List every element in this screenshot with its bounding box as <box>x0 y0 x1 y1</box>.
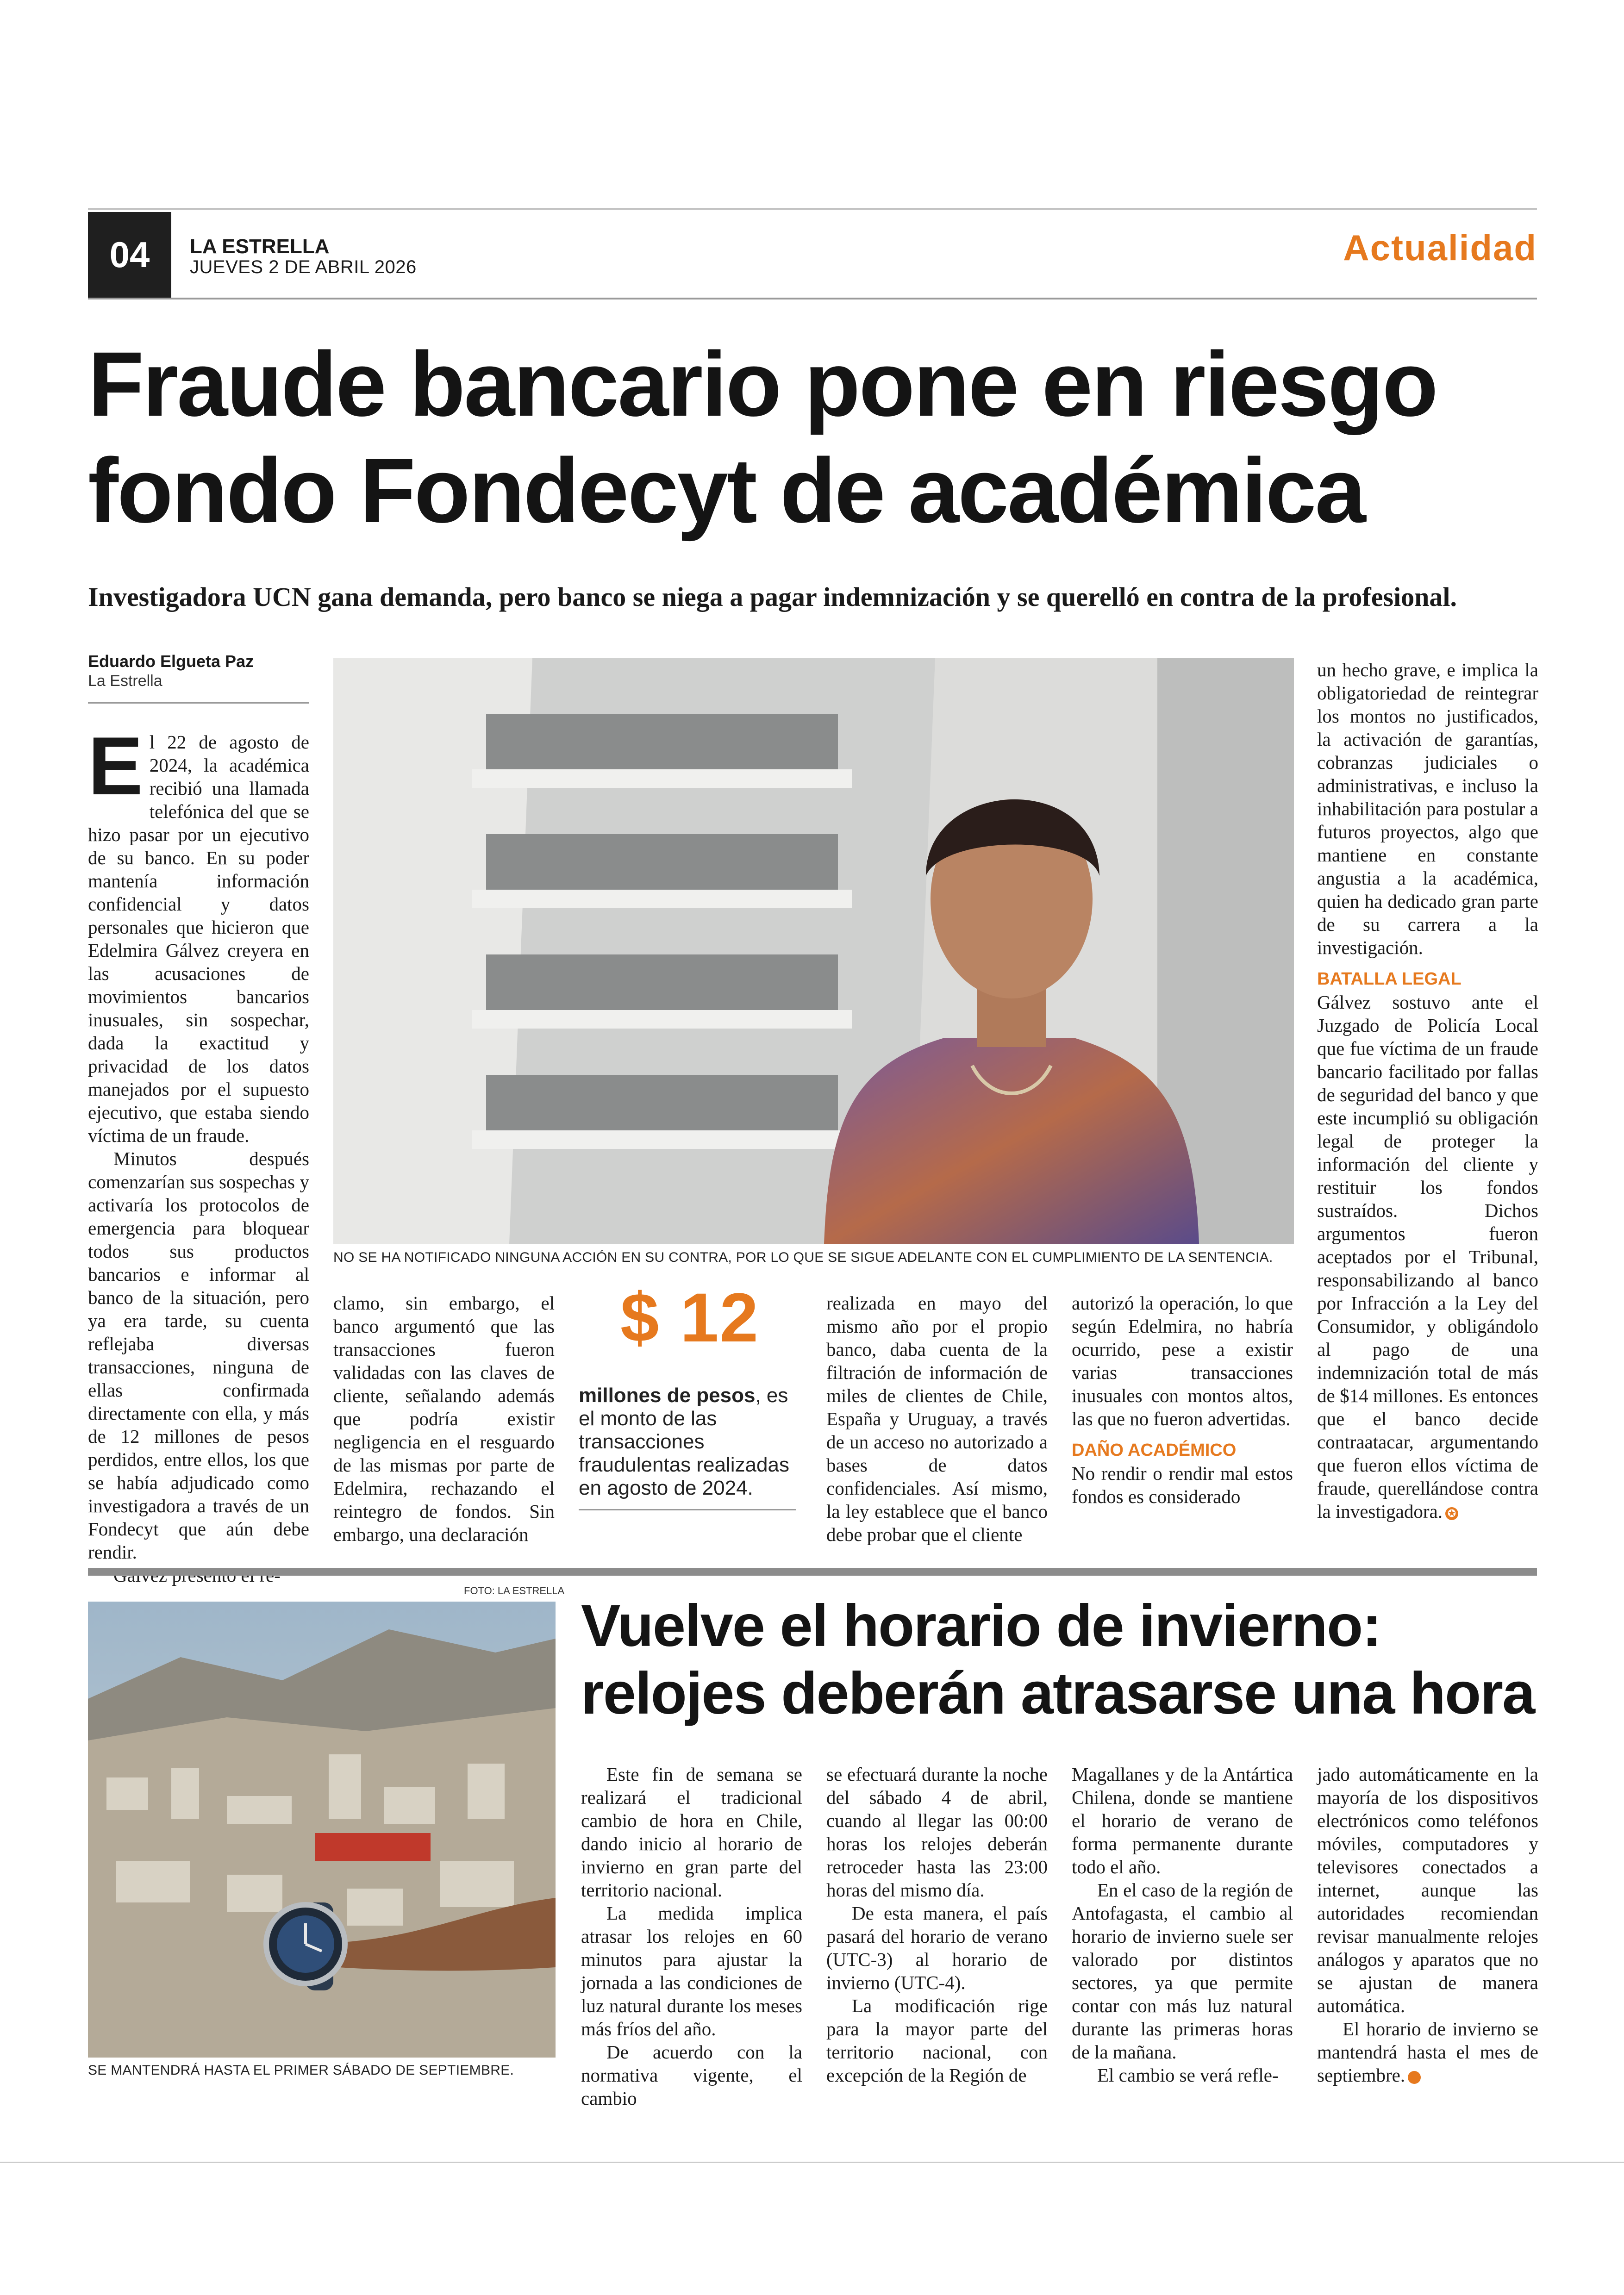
article1-paragraph: No rendir o rendir mal estos fondos es considerado <box>1072 1463 1293 1507</box>
watch-city-photo <box>88 1602 556 2058</box>
author-name: Eduardo Elgueta Paz <box>88 652 254 671</box>
article2-paragraph: De esta manera, el país pasará del horario de verano (UTC-3) al horario de invierno (UTC-4). <box>826 1902 1048 1993</box>
article2-column-4 <box>1317 1763 1538 2087</box>
issue-date: JUEVES 2 DE ABRIL 2026 <box>190 257 417 277</box>
article1-column-6 <box>1317 658 1538 1523</box>
article2-paragraph: De acuerdo con la normativa vigente, el cambio <box>581 2041 802 2109</box>
portrait-illustration <box>333 658 1294 1244</box>
article1-paragraph: autorizó la operación, lo que según Edelmira, no habría ocurrido, pese a existir varias transacciones inusuales con montos altos, las que no fueron advertidas. <box>1072 1292 1293 1429</box>
article2-headline-line1: Vuelve el horario de invierno: <box>581 1593 1381 1659</box>
article2-headline <box>581 1592 1544 1727</box>
article2-paragraph: El cambio se verá refle- <box>1097 2064 1279 2086</box>
header-rule <box>88 298 1537 299</box>
article1-column-4 <box>826 1291 1048 1546</box>
stat-rest: , es el monto de las transacciones fraudulentas realizadas en agosto de 2024. <box>579 1384 789 1499</box>
article2-paragraph: En el caso de la región de Antofagasta, el cambio al horario de invierno suele ser valorado por distintos sectores, ya que permite contar con más luz natural durante las primeras horas de la mañana. <box>1072 1879 1293 2063</box>
article2-paragraph: La modificación rige para la mayor parte del territorio nacional, con excepción de la Región de <box>826 1995 1048 2086</box>
author-outlet: La Estrella <box>88 672 162 690</box>
article2-headline-line2: relojes deberán atrasarse una hora <box>581 1660 1535 1727</box>
article1-paragraph: clamo, sin embargo, el banco argumentó que las transacciones fueron validadas con las claves de cliente, señalando además que podría existir negligencia en el resguardo de las mismas por parte de Edelmira, rechazando el reintegro de fondos. Sin embargo, una declaración <box>333 1292 555 1545</box>
story-divider <box>88 1568 1537 1576</box>
article1-headline-line2: fondo Fondecyt de académica <box>88 439 1365 542</box>
article1-paragraph: un hecho grave, e implica la obligatoriedad de reintegrar los montos no justificados, la activación de garantías, cobranzas judiciales o administrativas, e incluso la inhabilitación para postular a futuros proyectos, algo que mantiene en constante angustia a la académica, quien ha dedicado gran parte de su carrera a la investigación. <box>1317 659 1538 958</box>
page-bottom-rule <box>0 2162 1624 2163</box>
article2-column-2 <box>826 1763 1048 2087</box>
article2-paragraph: Magallanes y de la Antártica Chilena, donde se mantiene el horario de verano de forma permanente durante todo el año. <box>1072 1764 1293 1877</box>
article2-paragraph: jado automáticamente en la mayoría de los dispositivos electrónicos como teléfonos móviles, computadores y televisores conectados a internet, aunque las autoridades recomiendan revisar manualmente relojes análogos y aparatos que no se ajustan de manera automática. <box>1317 1764 1538 2016</box>
top-rule <box>88 208 1537 210</box>
byline-rule <box>88 702 309 704</box>
article1-column-5 <box>1072 1291 1293 1508</box>
end-mark-icon: ✪ <box>1445 1507 1458 1520</box>
section-label: Actualidad <box>1343 227 1537 268</box>
academic-portrait-photo <box>333 658 1294 1244</box>
article1-paragraph: Gálvez sostuvo ante el Juzgado de Policía Local que fue víctima de un fraude bancario facilitado por fallas de seguridad del banco y que este incumplió su obligación legal de proteger la información del cliente y restituir los fondos sustraídos. Dichos argumentos fueron aceptados por el Tribunal, responsabilizando al banco por Infracción a la Ley del Consumidor, y obligándolo al pago de una indemnización total de más de $14 millones. Es entonces que el banco decide contraatacar, argumentando que fueron ellos víctima de fraude, querellándose contra la investigadora. <box>1317 992 1538 1522</box>
city-watch-illustration <box>88 1602 556 2058</box>
article2-paragraph: se efectuará durante la noche del sábado 4 de abril, cuando al llegar las 00:00 horas los relojes deberán retroceder hasta las 23:00 horas del mismo día. <box>826 1764 1048 1901</box>
stat-description <box>579 1384 796 1500</box>
article2-column-3 <box>1072 1763 1293 2087</box>
article1-headline-line1: Fraude bancario pone en riesgo <box>88 333 1437 435</box>
article2-photo-credit: FOTO: LA ESTRELLA <box>464 1585 565 1597</box>
article1-column-1 <box>88 720 309 1587</box>
article1-paragraph: l 22 de agosto de 2024, la académica recibió una llamada telefónica del que se hizo pasar por un ejecutivo de su banco. En su poder mantenía información confidencial y datos personales que hicieron que Edelmira Gálvez creyera en las acusaciones de movimientos bancarios inusuales, sin sospechar, dada la exactitud y privacidad de los datos manejados por el supuesto ejecutivo, que estaba siendo víctima de un fraude. <box>88 731 309 1146</box>
subhead-batalla-legal: BATALLA LEGAL <box>1317 969 1462 989</box>
article2-paragraph: El horario de invierno se mantendrá hasta el mes de septiembre. <box>1317 2018 1538 2086</box>
article1-column-2 <box>333 1291 555 1546</box>
article2-photo-caption: SE MANTENDRÁ HASTA EL PRIMER SÁBADO DE SEPTIEMBRE. <box>88 2063 514 2078</box>
stat-bold: millones de pesos <box>579 1384 756 1407</box>
article2-column-1 <box>581 1763 802 2110</box>
end-mark-icon: ✪ <box>1408 2071 1421 2084</box>
stat-rule <box>579 1509 796 1510</box>
article1-photo-caption: NO SE HA NOTIFICADO NINGUNA ACCIÓN EN SU CONTRA, POR LO QUE SE SIGUE ADELANTE CON EL CUMPLIMIENTO DE LA SENTENCIA. <box>333 1250 1273 1265</box>
article1-headline <box>88 331 1546 544</box>
dropcap: E <box>88 720 143 812</box>
subhead-dano-academico: DAÑO ACADÉMICO <box>1072 1441 1237 1460</box>
stat-figure: $ 12 <box>620 1278 759 1356</box>
article1-deck: Investigadora UCN gana demanda, pero banco se niega a pagar indemnización y se querelló en contra de la profesional. <box>88 582 1457 612</box>
publication-name: LA ESTRELLA <box>190 235 330 258</box>
article1-paragraph: realizada en mayo del mismo año por el propio banco, daba cuenta de la filtración de información de miles de clientes de Chile, España y Uruguay, a través de un acceso no autorizado a bases de datos confidenciales. Así mismo, la ley establece que el banco debe probar que el cliente <box>826 1292 1048 1545</box>
article1-paragraph: Minutos después comenzarían sus sospechas y activaría los protocolos de emergencia para bloquear todos sus productos bancarios e informar al banco de la situación, pero ya era tarde, su cuenta reflejaba diversas transacciones, ninguna de ellas confirmada directamente con ella, y más de 12 millones de pesos perdidos, entre ellos, los que se había adjudicado como investigadora a través de un Fondecyt que aún debe rendir. <box>88 1148 309 1563</box>
article2-paragraph: La medida implica atrasar los relojes en 60 minutos para ajustar la jornada a las condiciones de luz natural durante los meses más fríos del año. <box>581 1902 802 2039</box>
page-number: 04 <box>88 212 171 298</box>
article2-paragraph: Este fin de semana se realizará el tradicional cambio de hora en Chile, dando inicio al horario de invierno en gran parte del territorio nacional. <box>581 1764 802 1901</box>
